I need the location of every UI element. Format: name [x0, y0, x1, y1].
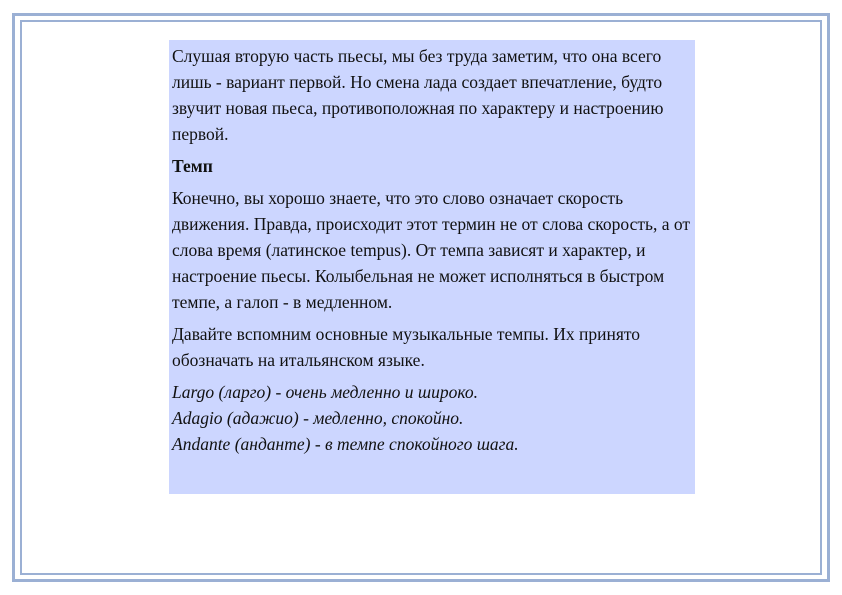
section-heading: Темп — [172, 156, 213, 176]
tempo-list — [172, 379, 693, 457]
tempo-intro-paragraph: Давайте вспомним основные музыкальные темпы. Их принято обозначать на итальянском языке. — [172, 324, 641, 370]
tempo-item-adagio: Adagio (адажио) - медленно, спокойно. — [172, 408, 464, 428]
text-block — [169, 40, 695, 494]
tempo-item-largo: Largo (ларго) - очень медленно и широко. — [172, 382, 479, 402]
tempo-definition-paragraph: Конечно, вы хорошо знаете, что это слово означает скорость движения. Правда, происходит этот термин не от слова скорость, а от слова время (латинское tempus). От темпа зависят и характер, и настроение пьесы. Колыбельная не может исполняться в быстром темпе, а галоп - в медленном. — [172, 188, 691, 312]
tempo-item-andante: Andante (анданте) - в темпе спокойного шага. — [172, 434, 519, 454]
intro-paragraph: Слушая вторую часть пьесы, мы без труда заметим, что она всего лишь - вариант первой. Но смена лада создает впечатление, будто звучит новая пьеса, противоположная по характеру и настроению первой. — [172, 46, 664, 144]
